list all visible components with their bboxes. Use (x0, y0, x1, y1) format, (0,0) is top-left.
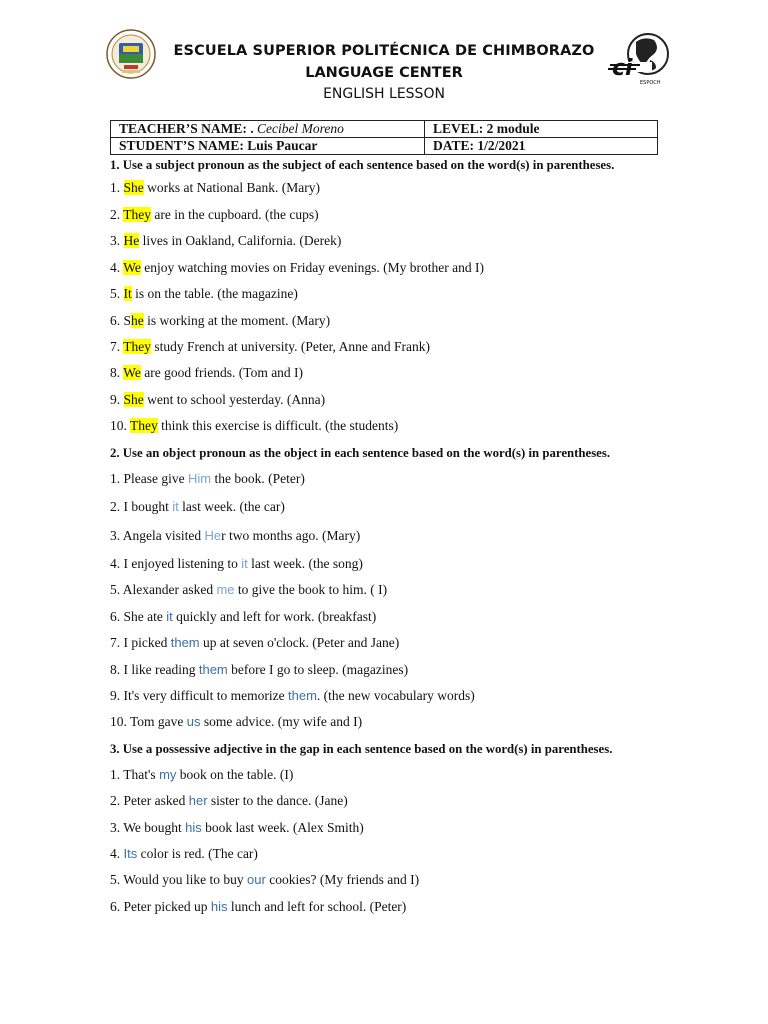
answer: it (172, 499, 179, 514)
list-item: 6. She is working at the moment. (Mary) (110, 313, 331, 328)
answer: We (123, 260, 141, 275)
answer: them (170, 635, 200, 650)
section-2-title: 2. Use an object pronoun as the object in each sentence based on the word(s) in parentheses. (110, 446, 611, 460)
list-item: 6. She ate it quickly and left for work. (breakfast) (110, 609, 377, 624)
list-item: 9. It's very difficult to memorize them. (the new vocabulary words) (110, 688, 475, 703)
list-item: 8. We are good friends. (Tom and I) (110, 365, 304, 380)
answer: She (123, 392, 144, 407)
student-cell: STUDENT’S NAME: Luis Paucar (111, 138, 425, 155)
list-item: 8. I like reading them before I go to sleep. (magazines) (110, 662, 409, 677)
answer: his (210, 899, 228, 914)
list-item: 3. We bought his book last week. (Alex Smith) (110, 820, 364, 835)
list-item: 1. She works at National Bank. (Mary) (110, 180, 320, 195)
lesson-title: ENGLISH LESSON (323, 86, 445, 102)
list-item: 4. Its color is red. (The car) (110, 846, 258, 861)
teacher-name: Cecibel Moreno (257, 121, 344, 136)
level-cell: LEVEL: 2 module (425, 121, 658, 138)
list-item: 10. They think this exercise is difficult. (the students) (110, 418, 399, 433)
answer: his (185, 820, 202, 835)
answer: They (123, 207, 152, 222)
answer: it (166, 609, 173, 624)
list-item: 6. Peter picked up his lunch and left for school. (Peter) (110, 899, 407, 914)
list-item: 4. We enjoy watching movies on Friday evenings. (My brother and I) (110, 260, 484, 275)
answer: She (123, 180, 144, 195)
list-item: 5. It is on the table. (the magazine) (110, 286, 298, 301)
list-item: 2. I bought it last week. (the car) (110, 499, 285, 514)
list-item: 3. He lives in Oakland, California. (Derek) (110, 233, 342, 248)
info-row-1 (111, 121, 658, 138)
list-item: 7. I picked them up at seven o'clock. (Peter and Jane) (110, 635, 400, 650)
teacher-label: TEACHER’S NAME: . (119, 121, 258, 136)
list-item: 1. That's my book on the table. (I) (110, 767, 294, 782)
answer: my (159, 767, 177, 782)
answer: he (131, 313, 144, 328)
list-item: 4. I enjoyed listening to it last week. (the song) (110, 556, 363, 571)
answer: her (188, 793, 208, 808)
teacher-cell (111, 121, 425, 138)
answer: us (186, 714, 201, 729)
info-row-2 (111, 138, 658, 155)
section-3-title: 3. Use a possessive adjective in the gap in each sentence based on the word(s) in parentheses. (110, 742, 613, 756)
answer: They (130, 418, 158, 433)
answer: them (198, 662, 228, 677)
list-item: 2. Peter asked her sister to the dance. (Jane) (110, 793, 348, 808)
answer: We (123, 365, 141, 380)
answer: it (241, 556, 248, 571)
answer: them (288, 688, 317, 703)
list-item: 9. She went to school yesterday. (Anna) (110, 392, 326, 407)
date-cell: DATE: 1/2/2021 (425, 138, 658, 155)
answer: Him (187, 471, 212, 486)
list-item: 5. Alexander asked me to give the book to him. ( I) (110, 582, 388, 597)
center-name: LANGUAGE CENTER (305, 65, 463, 81)
answer: our (247, 872, 266, 887)
student-info-table (110, 120, 658, 155)
list-item: 1. Please give Him the book. (Peter) (110, 471, 305, 486)
answer: He (123, 233, 140, 248)
answer: Its (123, 846, 138, 861)
answer: me (216, 582, 235, 597)
answer: It (123, 286, 132, 301)
list-item: 3. Angela visited Her two months ago. (Mary) (110, 528, 361, 543)
school-name: ESCUELA SUPERIOR POLITÉCNICA DE CHIMBORAZO (173, 43, 595, 59)
list-item: 7. They study French at university. (Peter, Anne and Frank) (110, 339, 431, 354)
svg-text:ESPOCH: ESPOCH (640, 80, 661, 86)
list-item: 5. Would you like to buy our cookies? (My friends and I) (110, 872, 420, 887)
answer: He (204, 528, 222, 543)
answer: They (123, 339, 152, 354)
list-item: 2. They are in the cupboard. (the cups) (110, 207, 319, 222)
section-1-title: 1. Use a subject pronoun as the subject of each sentence based on the word(s) in parentheses. (110, 158, 615, 172)
list-item: 10. Tom gave us some advice. (my wife and I) (110, 714, 363, 729)
